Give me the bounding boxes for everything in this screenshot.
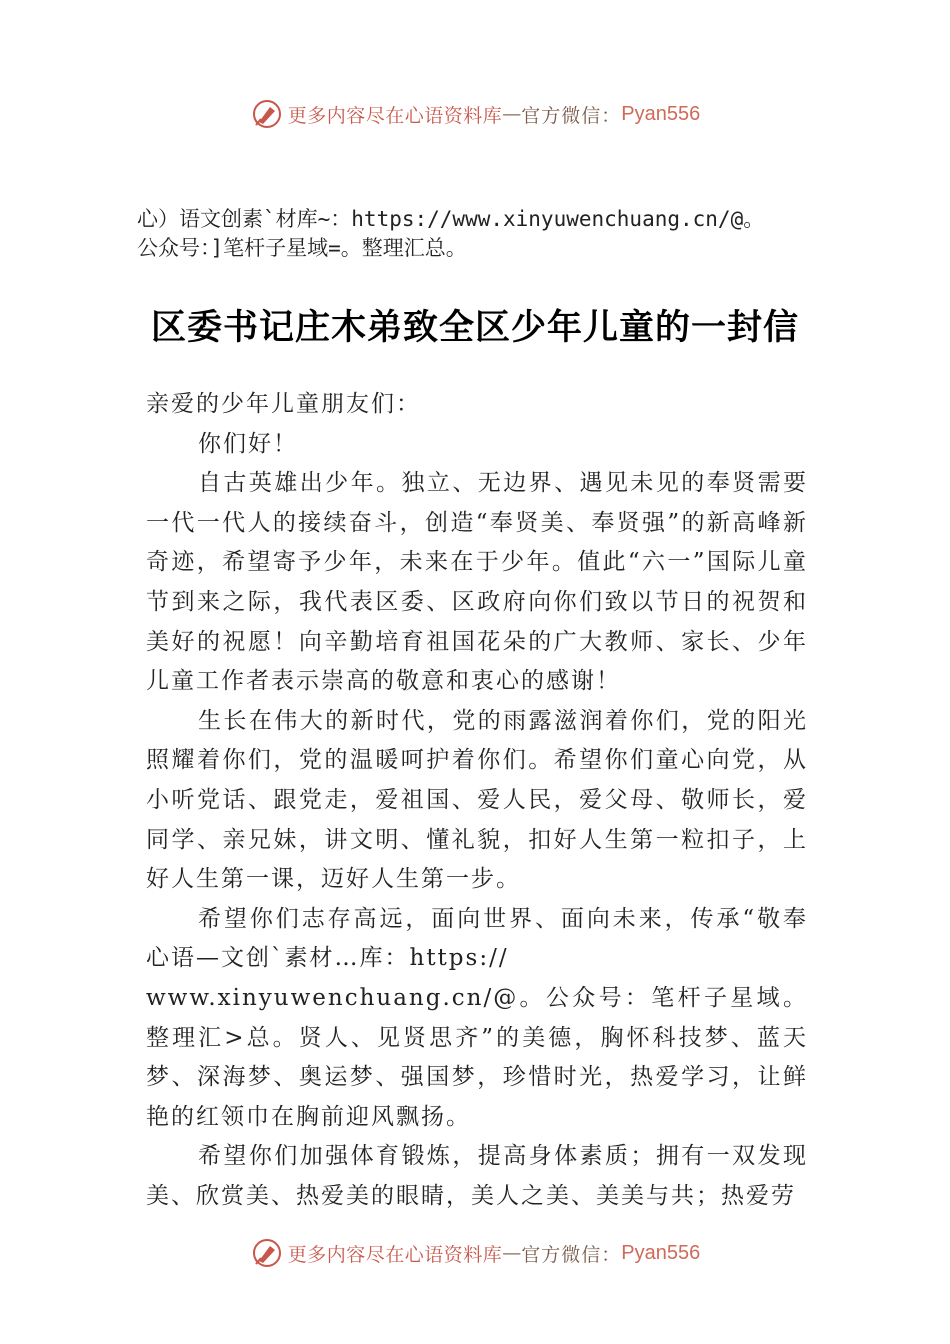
pen-nib-logo-icon [250, 1236, 284, 1270]
letter-paragraph-4: 希望你们加强体育锻炼，提高身体素质；拥有一双发现美、欣赏美、热爱美的眼睛，美人之美、美美与共；热爱劳 [146, 1143, 808, 1209]
watermark-label: 官方微信： [521, 104, 622, 127]
letter-body [146, 385, 808, 1216]
watermark-banner-bottom [0, 1233, 950, 1273]
watermark-wechat-id: Pyan556 [621, 1241, 701, 1264]
letter-paragraph-1: 自古英雄出少年。独立、无边界、遇见未见的奉贤需要一代一代人的接续奋斗，创造“奉贤美、奉贤强”的新高峰新奇迹，希望寄予少年，未来在于少年。值此“六一”国际儿童节到来之际，我代表区委、区政府向你们致以节日的祝贺和美好的祝愿！向辛勤培育祖国花朵的广大教师、家长、少年儿童工作者表示崇高的敬意和衷心的感谢！ [146, 470, 808, 695]
letter-paragraph-3: 希望你们志存高远，面向世界、面向未来，传承“敬奉心语—文创`素材…库：https:// [146, 905, 808, 972]
watermark-separator: — [502, 1242, 522, 1264]
pen-nib-logo-icon [250, 97, 284, 131]
source-note-line-2: 公众号：]笔杆子星域=。整理汇总。 [137, 236, 467, 260]
letter-paragraph-3-continued: www.xinyuwenchuang.cn/@。公众号：笔杆子星域。整理汇>总。贤人、见贤思齐”的美德，胸怀科技梦、蓝天梦、深海梦、奥运梦、强国梦，珍惜时光，热爱学习，让鲜艳的红领巾在胸前迎风飘扬。 [146, 984, 808, 1130]
watermark-separator: — [502, 103, 522, 125]
letter-greeting: 你们好！ [198, 430, 298, 457]
watermark-site-text: 更多内容尽在心语资料库 [287, 104, 503, 127]
watermark-site-text: 更多内容尽在心语资料库 [287, 1243, 503, 1266]
letter-salutation: 亲爱的少年儿童朋友们： [146, 391, 421, 417]
source-note-line-1: 心）语文创素`材库~：https://www.xinyuwenchuang.cn/@。 [137, 207, 765, 231]
watermark-banner-top [0, 94, 950, 134]
watermark-wechat-id: Pyan556 [621, 102, 701, 125]
letter-paragraph-2: 生长在伟大的新时代，党的雨露滋润着你们，党的阳光照耀着你们，党的温暖呵护着你们。希望你们童心向党，从小听党话、跟党走，爱祖国、爱人民，爱父母、敬师长，爱同学、亲兄妹，讲文明、懂礼貌，扣好人生第一粒扣子，上好人生第一课，迈好人生第一步。 [146, 707, 808, 893]
source-note [137, 205, 857, 263]
watermark-label: 官方微信： [521, 1243, 622, 1266]
page-title: 区委书记庄木弟致全区少年儿童的一封信 [150, 308, 799, 348]
